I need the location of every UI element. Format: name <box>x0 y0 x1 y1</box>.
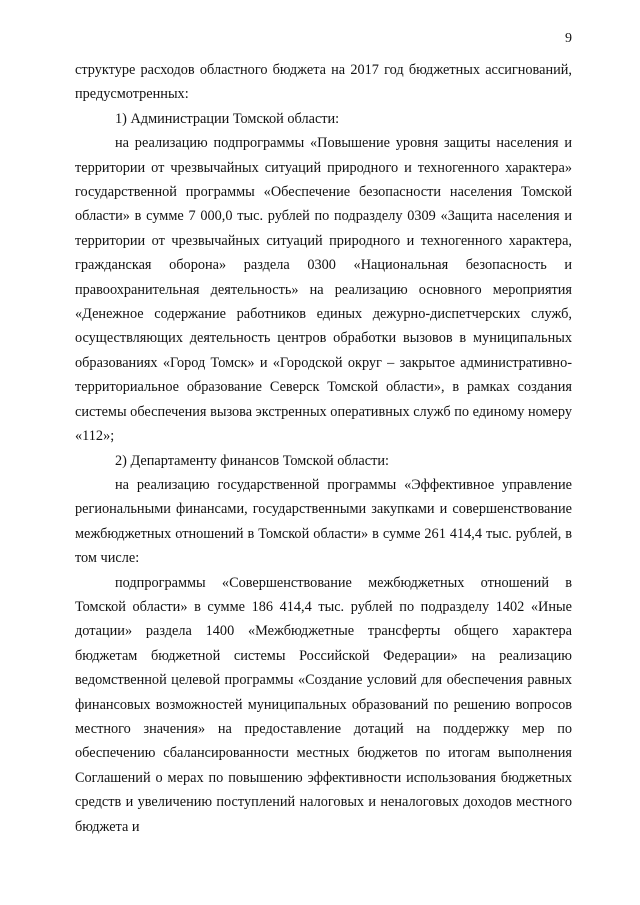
paragraph-admin-details: на реализацию подпрограммы «Повышение уровня защиты населения и территории от чрезвычайных ситуаций природного и техногенного характера» государственной программы «Обеспечение безопасности населения Томской области» в сумме 7 000,0 тыс. рублей по подразделу 0309 «Защита населения и территории от чрезвычайных ситуаций природного и техногенного характера, гражданская оборона» раздела 0300 «Национальная безопасность и правоохранительная деятельность» на реализацию основного мероприятия «Денежное содержание работников единых дежурно-диспетчерских служб, осуществляющих деятельность центров обработки вызовов в муниципальных образованиях «Город Томск» и «Городской округ – закрытое административно-территориальное образование Северск Томской области», в рамках создания системы обеспечения вызова экстренных оперативных служб по единому номеру «112»; <box>75 135 572 445</box>
page-number: 9 <box>565 31 572 46</box>
paragraph-finance-program: на реализацию государственной программы «Эффективное управление региональными финансами, государственными закупками и совершенствование межбюджетных отношений в Томской области» в сумме 261 414,4 тыс. рублей, в том числе: <box>75 476 572 567</box>
paragraph-admin-heading: 1) Администрации Томской области: <box>115 110 340 127</box>
document-body <box>75 58 572 839</box>
paragraph-intro: структуре расходов областного бюджета на 2017 год бюджетных ассигнований, предусмотренных: <box>75 62 572 103</box>
paragraph-finance-heading: 2) Департаменту финансов Томской области: <box>115 452 389 469</box>
paragraph-finance-subprogram: подпрограммы «Совершенствование межбюджетных отношений в Томской области» в сумме 186 414,4 тыс. рублей по подразделу 1402 «Иные дотации» раздела 1400 «Межбюджетные трансферты общего характера бюджетам бюджетной системы Российской Федерации» на реализацию ведомственной целевой программы «Создание условий для обеспечения равных финансовых возможностей муниципальных образований по решению вопросов местного значения» на предоставление дотаций на поддержку мер по обеспечению сбалансированности местных бюджетов по итогам выполнения Соглашений о мерах по повышению эффективности использования бюджетных средств и увеличению поступлений налоговых и неналоговых доходов местного бюджета и <box>75 574 572 835</box>
